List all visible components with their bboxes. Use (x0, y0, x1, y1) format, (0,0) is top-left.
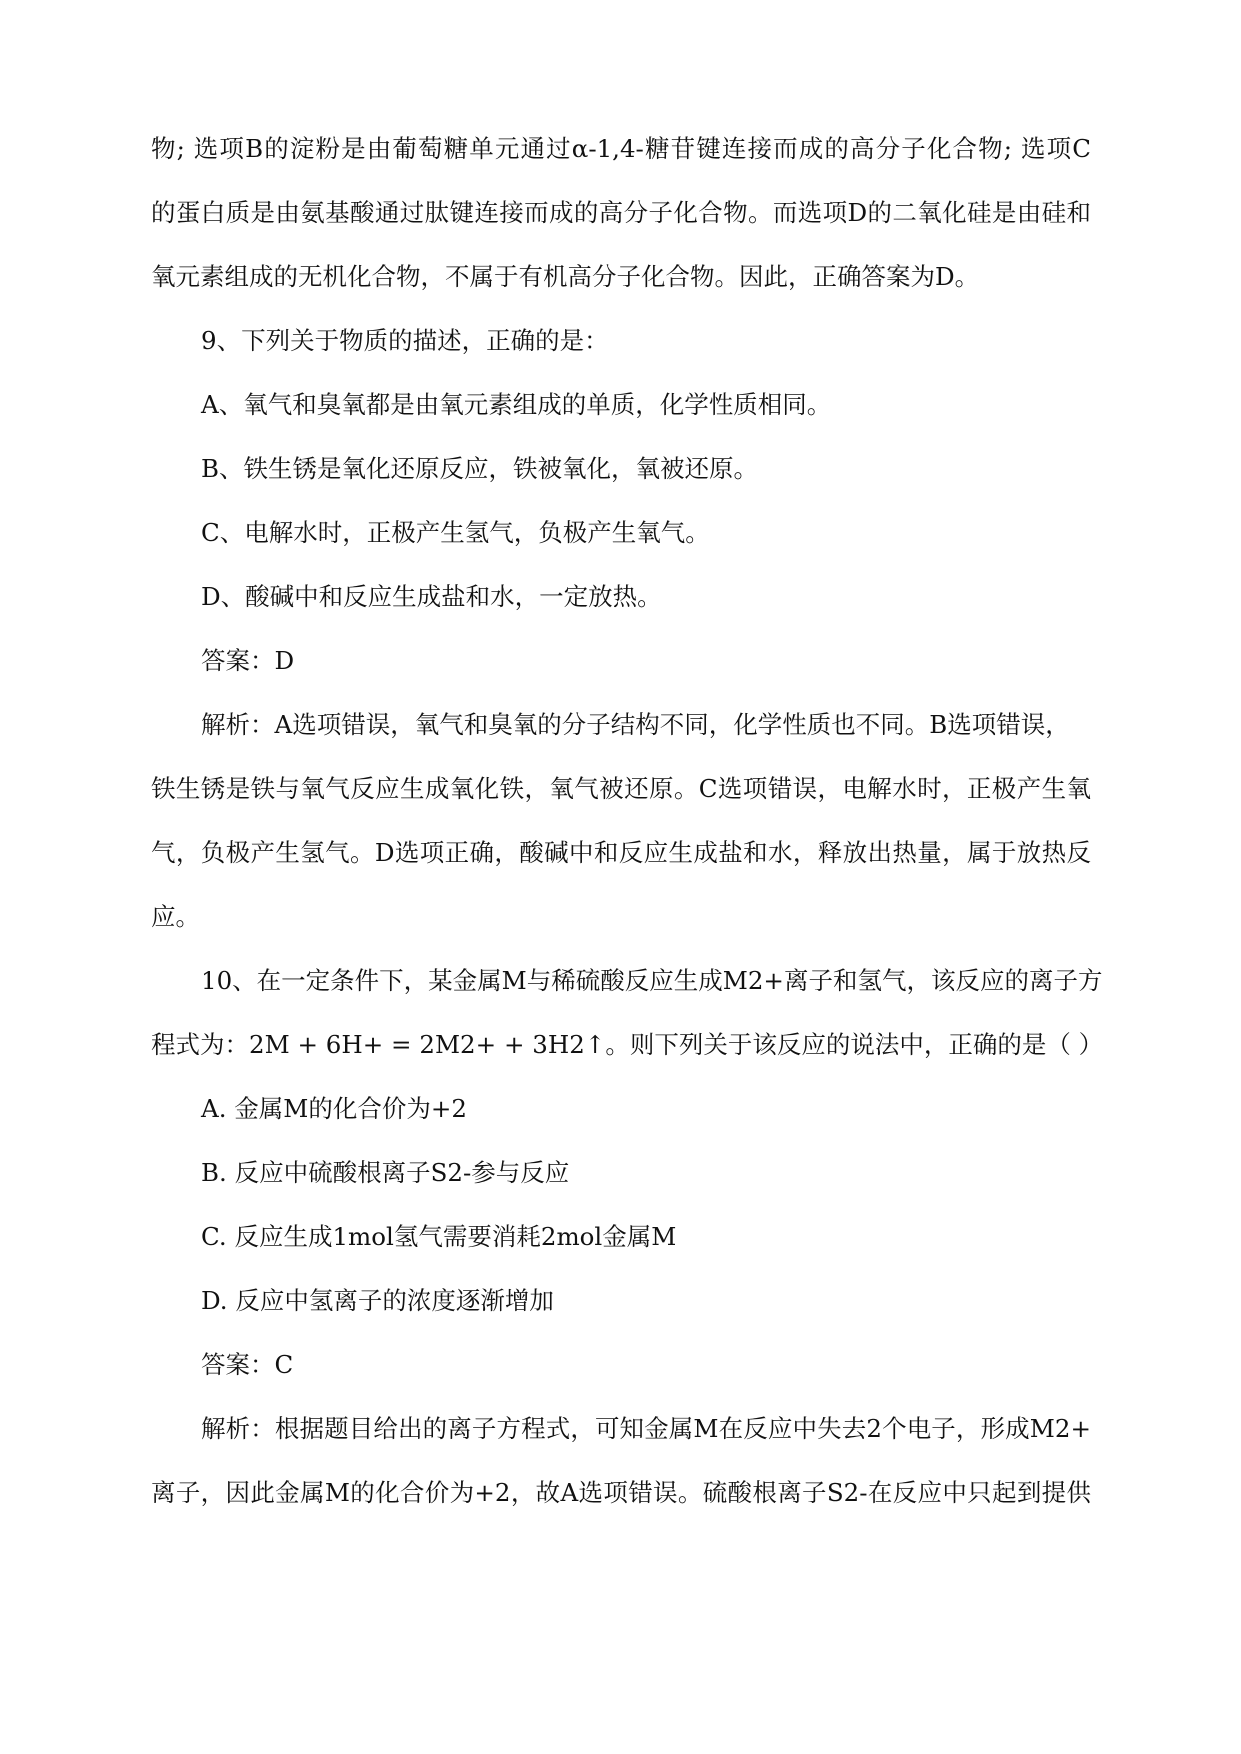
explanation-line: 铁生锈是铁与氧气反应生成氧化铁，氧气被还原。C选项错误，电解水时，正极产生氧 (151, 774, 1091, 803)
option-c: C、电解水时，正极产生氢气，负极产生氧气。 (201, 518, 710, 547)
text-line: 物; 选项B的淀粉是由葡萄糖单元通过α-1,4-糖苷键连接而成的高分子化合物; 选项C (151, 134, 1091, 163)
question-10-stem: 10、在一定条件下，某金属M与稀硫酸反应生成M2+离子和氢气，该反应的离子方 (201, 966, 1103, 995)
text-line: 氧元素组成的无机化合物，不属于有机高分子化合物。因此，正确答案为D。 (151, 262, 980, 291)
option-b: B. 反应中硫酸根离子S2-参与反应 (201, 1158, 570, 1187)
explanation-line: 解析：A选项错误，氧气和臭氧的分子结构不同，化学性质也不同。B选项错误， (201, 710, 1070, 739)
option-a: A、氧气和臭氧都是由氧元素组成的单质，化学性质相同。 (201, 390, 832, 419)
answer: 答案：C (201, 1350, 294, 1379)
explanation-line: 解析：根据题目给出的离子方程式，可知金属M在反应中失去2个电子，形成M2+ (201, 1414, 1091, 1443)
option-b: B、铁生锈是氧化还原反应，铁被氧化，氧被还原。 (201, 454, 759, 483)
answer: 答案：D (201, 646, 295, 675)
explanation-line: 气，负极产生氢气。D选项正确，酸碱中和反应生成盐和水，释放出热量，属于放热反 (151, 838, 1091, 867)
text-line: 的蛋白质是由氨基酸通过肽键连接而成的高分子化合物。而选项D的二氧化硅是由硅和 (151, 198, 1091, 227)
explanation-line: 离子，因此金属M的化合价为+2，故A选项错误。硫酸根离子S2-在反应中只起到提供 (151, 1478, 1091, 1507)
option-c: C. 反应生成1mol氢气需要消耗2mol金属M (201, 1222, 677, 1251)
explanation-line: 应。 (151, 902, 200, 931)
option-a: A. 金属M的化合价为+2 (201, 1094, 467, 1123)
option-d: D. 反应中氢离子的浓度逐渐增加 (201, 1286, 554, 1315)
option-d: D、酸碱中和反应生成盐和水，一定放热。 (201, 582, 662, 611)
question-9-stem: 9、下列关于物质的描述，正确的是： (201, 326, 609, 355)
question-10-stem: 程式为：2M + 6H+ = 2M2+ + 3H2↑。则下列关于该反应的说法中，正确的是（ ） (151, 1030, 1104, 1059)
